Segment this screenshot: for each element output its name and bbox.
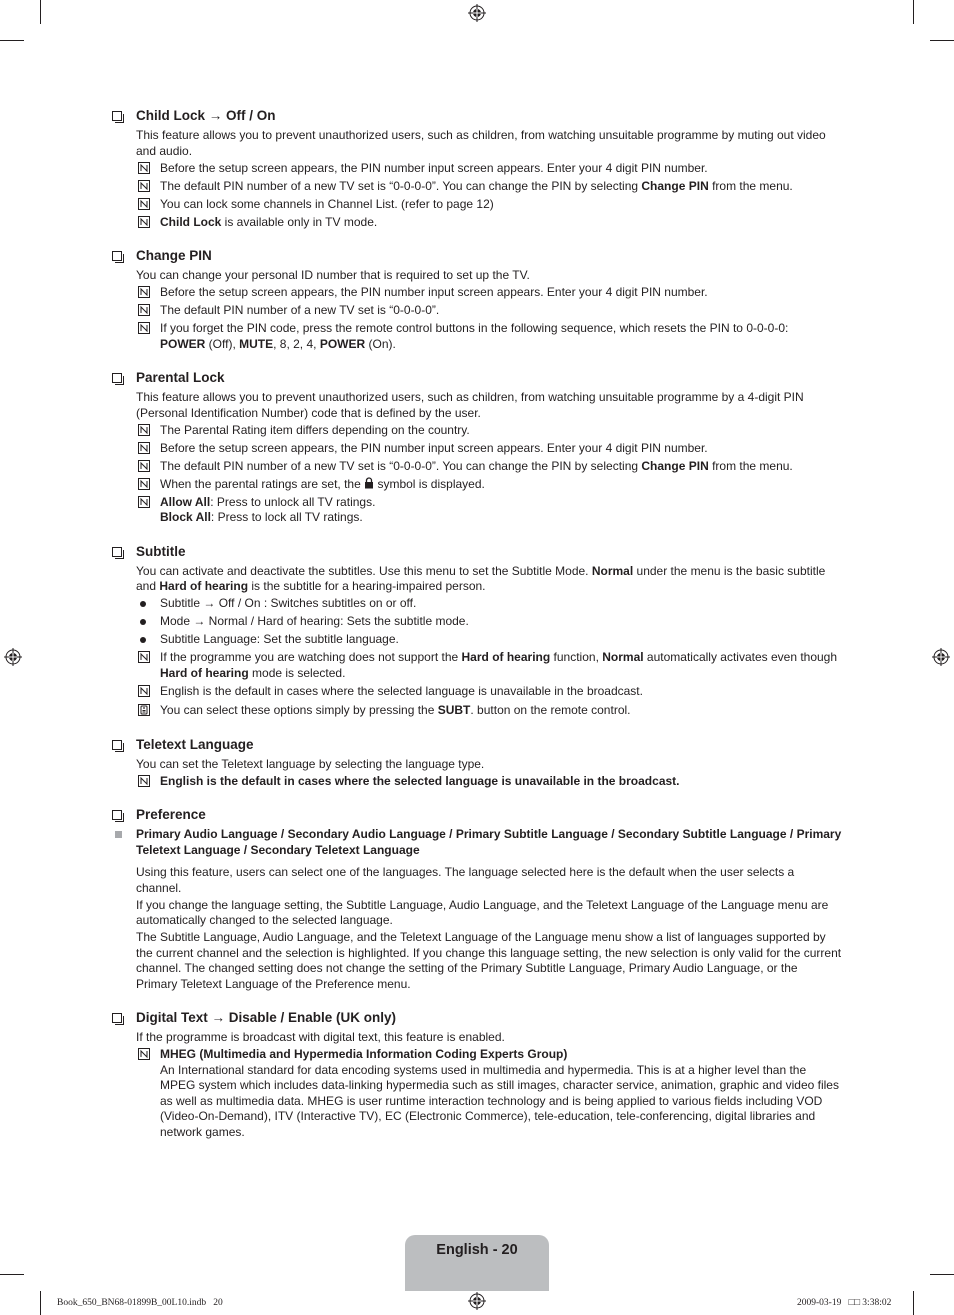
crop-mark <box>930 40 954 41</box>
note-item: Before the setup screen appears, the PIN number input screen appears. Enter your 4 digit PIN number. <box>110 161 842 177</box>
note-icon <box>138 322 150 334</box>
section-paragraph: The Subtitle Language, Audio Language, and the Teletext Language of the Language menu show a list of languages supported by the current channel and the selection is highlighted. If you change this language setting, the new selection is only valid for the current channel. The changed setting does not change the setting of the Primary Subtitle Language, Primary Audio Language, or the Primary Teletext Language of the Preference menu. <box>136 930 842 991</box>
note-icon <box>138 162 150 174</box>
section-parental-lock <box>110 369 842 526</box>
note-item: English is the default in cases where the selected language is unavailable in the broadcast. <box>110 684 842 700</box>
section-intro: You can set the Teletext language by selecting the language type. <box>136 756 485 771</box>
section-teletext-language <box>110 736 842 790</box>
note-icon <box>138 685 150 697</box>
checkbox-icon <box>112 251 122 261</box>
note-item: When the parental ratings are set, the symbol is displayed. <box>110 477 842 493</box>
checkbox-icon <box>112 810 122 820</box>
registration-mark-icon <box>932 648 950 666</box>
note-icon <box>138 304 150 316</box>
note-item: Before the setup screen appears, the PIN number input screen appears. Enter your 4 digit PIN number. <box>110 441 842 457</box>
section-change-pin <box>110 247 842 352</box>
section-title: Teletext Language <box>110 736 842 754</box>
registration-mark-icon <box>468 1292 486 1310</box>
note-icon <box>138 1048 150 1060</box>
note-item: The default PIN number of a new TV set is “0-0-0-0”. You can change the PIN by selecting Change PIN from the menu. <box>110 459 842 475</box>
note-item: If you forget the PIN code, press the remote control buttons in the following sequence, which resets the PIN to 0-0-0-0: POWER (Off), MUTE, 8, 2, 4, POWER (On). <box>110 321 842 352</box>
crop-mark <box>0 1274 24 1275</box>
note-icon <box>138 180 150 192</box>
checkbox-icon <box>112 111 122 121</box>
crop-mark <box>40 1291 41 1315</box>
note-icon <box>138 198 150 210</box>
remote-icon <box>138 704 150 716</box>
registration-mark-icon <box>468 4 486 22</box>
file-slug: Book_650_BN68-01899B_00L10.indb 20 <box>57 1298 223 1308</box>
registration-mark-icon <box>4 648 22 666</box>
checkbox-icon <box>112 373 122 383</box>
note-item: MHEG (Multimedia and Hypermedia Information Coding Experts Group) An International standard for data encoding systems used in multimedia and hypermedia. This is at a higher level than the MPEG system which includes data-linking hypermedia such as still images, character service, animation, graphic and video files as well as multimedia data. MHEG is user runtime interaction technology and is being applied to various fields including VOD (Video-On-Demand), ITV (Interactive TV), EC (Electronic Commerce), tele-education, tele-conferencing, digital libraries and network games. <box>110 1047 842 1140</box>
section-title: Change PIN <box>110 247 842 265</box>
note-item: Allow All: Press to unlock all TV ratings. Block All: Press to lock all TV ratings. <box>110 495 842 526</box>
section-paragraph: Using this feature, users can select one of the languages. The language selected here is the default when the user selects a channel. <box>136 865 795 895</box>
note-item: English is the default in cases where the selected language is unavailable in the broadcast. <box>110 774 842 790</box>
section-intro: You can change your personal ID number that is required to set up the TV. <box>136 268 530 282</box>
note-item: If the programme you are watching does not support the Hard of hearing function, Normal automatically activates even though Hard of hearing mode is selected. <box>110 650 842 681</box>
note-icon <box>138 496 150 508</box>
checkbox-icon <box>112 547 122 557</box>
note-item: The Parental Rating item differs depending on the country. <box>110 423 842 439</box>
note-icon <box>138 286 150 298</box>
section-intro: This feature allows you to prevent unauthorized users, such as children, from watching unsuitable programme by a 4-digit PIN (Personal Identification Number) code that is defined by the user. <box>136 390 804 420</box>
note-icon <box>138 775 150 787</box>
lock-icon <box>364 477 374 489</box>
checkbox-icon <box>112 740 122 750</box>
section-intro: If the programme is broadcast with digital text, this feature is enabled. <box>136 1030 505 1044</box>
remote-tip-item: You can select these options simply by pressing the SUBT. button on the remote control. <box>110 703 842 719</box>
checkbox-icon <box>112 1013 122 1023</box>
bullet-item: Subtitle → Off / On : Switches subtitles on or off. <box>110 596 842 612</box>
crop-mark <box>930 1274 954 1275</box>
crop-mark <box>913 0 914 24</box>
bullet-icon <box>140 601 146 607</box>
section-preference <box>110 806 842 992</box>
manual-content <box>110 107 842 1157</box>
section-child-lock <box>110 107 842 230</box>
note-icon <box>138 424 150 436</box>
section-subtitle <box>110 543 842 719</box>
section-paragraph: If you change the language setting, the Subtitle Language, Audio Language, and the Teletext Language of the Language menu are automatically changed to the selected language. <box>136 897 829 927</box>
note-item: The default PIN number of a new TV set is “0-0-0-0”. <box>110 303 842 319</box>
note-icon <box>138 651 150 663</box>
note-icon <box>138 478 150 490</box>
note-icon <box>138 216 150 228</box>
section-title: Preference <box>110 806 842 824</box>
crop-mark <box>40 0 41 24</box>
bullet-item: Mode → Normal / Hard of hearing: Sets the subtitle mode. <box>110 614 842 630</box>
bullet-icon <box>140 619 146 625</box>
date-slug: 2009-03-19 □□ 3:38:02 <box>797 1298 892 1308</box>
section-title: Subtitle <box>110 543 842 561</box>
section-title: Parental Lock <box>110 369 842 387</box>
page-number: English - 20 <box>436 1242 518 1258</box>
preference-subheading: Primary Audio Language / Secondary Audio Language / Primary Subtitle Language / Secondary Subtitle Language / Primary Teletext Language / Secondary Teletext Language <box>110 827 842 858</box>
note-item: You can lock some channels in Channel List. (refer to page 12) <box>110 197 842 213</box>
bullet-icon <box>140 637 146 643</box>
section-intro: You can activate and deactivate the subtitles. Use this menu to set the Subtitle Mode. Normal under the menu is the basic subtitle and Hard of hearing is the subtitle for a hearing-impaired person. <box>136 563 826 593</box>
note-icon <box>138 460 150 472</box>
square-bullet-icon <box>115 831 122 838</box>
bullet-item: Subtitle Language: Set the subtitle language. <box>110 632 842 648</box>
note-item: Child Lock is available only in TV mode. <box>110 215 842 231</box>
crop-mark <box>913 1291 914 1315</box>
section-title: Digital Text → Disable / Enable (UK only) <box>110 1009 842 1027</box>
note-icon <box>138 442 150 454</box>
crop-mark <box>0 40 24 41</box>
section-digital-text <box>110 1009 842 1140</box>
note-item: Before the setup screen appears, the PIN number input screen appears. Enter your 4 digit PIN number. <box>110 285 842 301</box>
section-title: Child Lock → Off / On <box>110 107 842 125</box>
note-item: The default PIN number of a new TV set is “0-0-0-0”. You can change the PIN by selecting Change PIN from the menu. <box>110 179 842 195</box>
section-intro: This feature allows you to prevent unauthorized users, such as children, from watching unsuitable programme by muting out video and audio. <box>136 128 826 158</box>
